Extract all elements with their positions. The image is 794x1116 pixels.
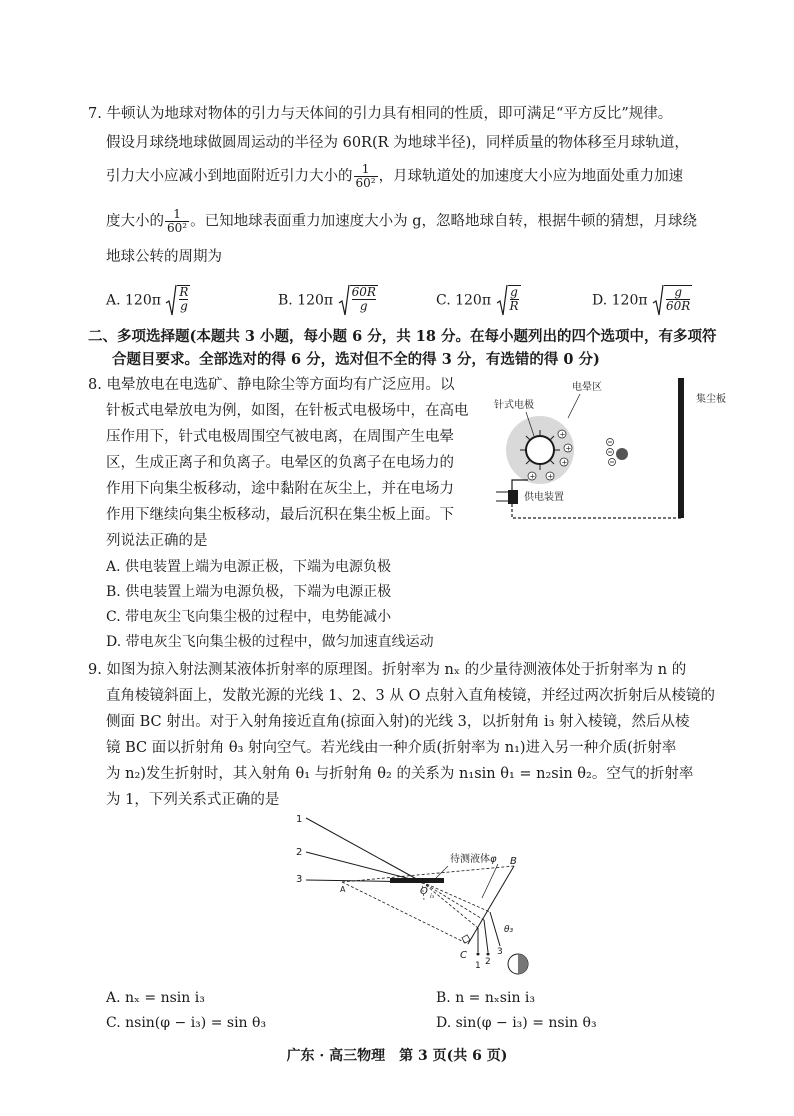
liquid-layer-shape xyxy=(390,878,444,883)
theta3-label: θ₃ xyxy=(504,925,514,935)
sqrt-expression xyxy=(338,285,378,316)
q8-option-c[interactable]: C. 带电灰尘飞向集尘极的过程中，电势能减小 xyxy=(106,609,392,625)
svg-text:+: + xyxy=(559,430,566,439)
option-label: D. 120π xyxy=(592,292,648,309)
q7-line4-pre: 度大小的 xyxy=(106,213,164,230)
q9-line6: 为 1，下列关系式正确的是 xyxy=(106,792,280,808)
q7-option-d[interactable] xyxy=(592,285,692,316)
q9-line3: 侧面 BC 射出。对于入射角接近直角(掠面入射)的光线 3，以折射角 i₃ 射入棱镜，然后从棱 xyxy=(106,714,690,730)
liquid-label: 待测液体 xyxy=(450,854,490,865)
section2-heading-line1: 二、多项选择题(本题共 3 小题，每小题 6 分，共 18 分。在每小题列出的四个选项中，有多项符 xyxy=(88,328,717,345)
q9-line4: 镜 BC 面以折射角 θ₃ 射向空气。若光线由一种介质(折射率为 n₁)进入另一种介质(折射率 xyxy=(106,740,677,756)
needle-electrode-shape xyxy=(526,436,554,464)
q7-fraction-1-over-60sq xyxy=(354,163,378,190)
ray-1-incident xyxy=(306,818,422,882)
option-label: C. 120π xyxy=(436,292,492,309)
point-c-label: C xyxy=(460,950,467,961)
point-o-label: O xyxy=(420,886,428,897)
needle-electrode-label: 针式电极 xyxy=(494,400,534,411)
prism-side-ac xyxy=(342,882,468,944)
q7-line5: 地球公转的周期为 xyxy=(106,249,222,265)
q7-line3-pre: 引力大小应减小到地面附近引力大小的 xyxy=(106,168,353,185)
sqrt-numerator: R xyxy=(179,285,189,299)
q9-line1: 9. 如图为掠入射法测某液体折射率的原理图。折射率为 nₓ 的少量待测液体处于折射率为 n 的 xyxy=(88,662,687,678)
sqrt-expression xyxy=(496,285,521,316)
sqrt-denominator: R xyxy=(509,299,519,313)
page-footer: 广东 · 高三物理 第 3 页(共 6 页) xyxy=(286,1048,508,1064)
q7-fraction-1-over-60sq-b xyxy=(165,208,189,235)
exit-ray-2-label: 2 xyxy=(485,957,491,967)
q9-option-b[interactable]: B. n = nₓsin i₃ xyxy=(436,990,536,1006)
q9-option-d[interactable]: D. sin(φ − i₃) = nsin θ₃ xyxy=(436,1015,597,1031)
sqrt-denominator: g xyxy=(359,299,368,313)
q8-line7: 列说法正确的是 xyxy=(106,533,208,549)
sqrt-numerator: g xyxy=(666,286,690,300)
q9-line5: 为 n₂)发生折射时，其入射角 θ₁ 与折射角 θ₂ 的关系为 n₁sin θ₁ = n₂sin θ₂。空气的折射率 xyxy=(106,766,694,782)
q8-option-d[interactable]: D. 带电灰尘飞向集尘极的过程中，做匀加速直线运动 xyxy=(106,634,434,650)
q7-line3-post: ，月球轨道处的加速度大小应为地面处重力加速 xyxy=(378,168,684,185)
exit-ray-1-label: 1 xyxy=(475,961,481,971)
q7-option-a[interactable] xyxy=(106,285,190,316)
negative-ions-and-dust xyxy=(607,439,629,466)
wire-bottom xyxy=(512,504,682,518)
q9-option-a[interactable]: A. nₓ = nsin i₃ xyxy=(106,990,205,1006)
q9-refraction-figure xyxy=(292,812,542,982)
q8-option-b[interactable]: B. 供电装置上端为电源负极，下端为电源正极 xyxy=(106,584,392,600)
exit-ray-3-label: 3 xyxy=(497,947,503,957)
q7-line2: 假设月球绕地球做圆周运动的半径为 60R(R 为地球半径)，同样质量的物体移至月球轨道， xyxy=(106,135,689,151)
ray-1-refracted xyxy=(422,882,478,928)
collector-plate-label: 集尘板 xyxy=(696,394,726,405)
ray-3-label: 3 xyxy=(296,874,303,885)
sqrt-expression xyxy=(652,285,692,316)
power-supply-shape xyxy=(508,490,518,504)
svg-text:+: + xyxy=(561,458,568,467)
ray-1-label: 1 xyxy=(296,814,303,825)
ray-2-refracted xyxy=(422,882,484,920)
ray-3-exit xyxy=(490,912,500,946)
q8-corona-discharge-figure xyxy=(488,372,748,527)
sqrt-denominator: g xyxy=(180,299,188,313)
option-label: A. 120π xyxy=(106,292,161,309)
i3-label: i₃ xyxy=(430,893,435,900)
option-label: B. 120π xyxy=(278,292,334,309)
radical-sign-icon xyxy=(496,283,508,317)
frac-numerator: 1 xyxy=(165,208,189,222)
q7-line3 xyxy=(106,163,683,190)
radical-sign-icon xyxy=(338,283,350,317)
q7-line4-post: 。已知地球表面重力加速度大小为 g，忽略地球自转，根据牛顿的猜想，月球绕 xyxy=(190,213,697,230)
dust-particle-shape xyxy=(616,448,628,460)
q7-option-b[interactable] xyxy=(278,285,378,316)
frac-numerator: 1 xyxy=(354,163,378,177)
ray-2-exit xyxy=(484,920,488,952)
sqrt-expression xyxy=(165,285,190,316)
q8-line2: 针板式电晕放电为例，如图，在针板式电极场中，在高电 xyxy=(106,403,469,419)
svg-text:+: + xyxy=(547,472,554,481)
radical-sign-icon xyxy=(652,283,664,317)
frac-denominator: 60² xyxy=(167,221,188,235)
svg-text:+: + xyxy=(529,472,536,481)
sqrt-numerator: g xyxy=(510,285,518,299)
point-b-label: B xyxy=(510,856,517,867)
ray-2-incident xyxy=(306,852,422,882)
sqrt-denominator: 60R xyxy=(666,299,691,313)
wire-top xyxy=(512,480,528,490)
q8-line5: 作用下向集尘板移动，途中黏附在灰尘上，并在电场力 xyxy=(106,481,454,497)
point-a-label: A xyxy=(340,885,346,894)
q8-line3: 压作用下，针式电极周围空气被电离，在周围产生电晕 xyxy=(106,429,454,445)
corona-zone-label: 电晕区 xyxy=(572,382,602,393)
q7-line1: 7. 牛顿认为地球对物体的引力与天体间的引力具有相同的性质，即可满足“平方反比”规律。 xyxy=(88,106,673,122)
q8-line4: 区，生成正离子和负离子。电晕区的负离子在电场力的 xyxy=(106,455,454,471)
q7-option-c[interactable] xyxy=(436,285,521,316)
section2-heading-line2: 合题目要求。全部选对的得 6 分，选对但不全的得 3 分，有选错的得 0 分) xyxy=(112,351,600,368)
frac-denominator: 60² xyxy=(355,176,376,190)
q8-option-a[interactable]: A. 供电装置上端为电源正极，下端为电源负极 xyxy=(106,559,392,575)
q9-line2: 直角棱镜斜面上，发散光源的光线 1、2、3 从 O 点射入直角棱镜，并经过两次折射后从棱镜的 xyxy=(106,688,715,704)
sqrt-numerator: 60R xyxy=(351,285,376,299)
svg-text:+: + xyxy=(565,444,572,453)
radical-sign-icon xyxy=(165,283,177,317)
phi-label: φ xyxy=(490,854,497,865)
q8-line6: 作用下继续向集尘板移动，最后沉积在集尘板上面。下 xyxy=(106,507,454,523)
ray-2-label: 2 xyxy=(296,847,303,858)
q8-line1: 8. 电晕放电在电选矿、静电除尘等方面均有广泛应用。以 xyxy=(88,377,455,393)
collector-plate-shape xyxy=(678,378,684,518)
q7-line4 xyxy=(106,208,697,235)
q9-option-c[interactable]: C. nsin(φ − i₃) = sin θ₃ xyxy=(106,1015,267,1031)
power-supply-label: 供电装置 xyxy=(524,492,564,503)
